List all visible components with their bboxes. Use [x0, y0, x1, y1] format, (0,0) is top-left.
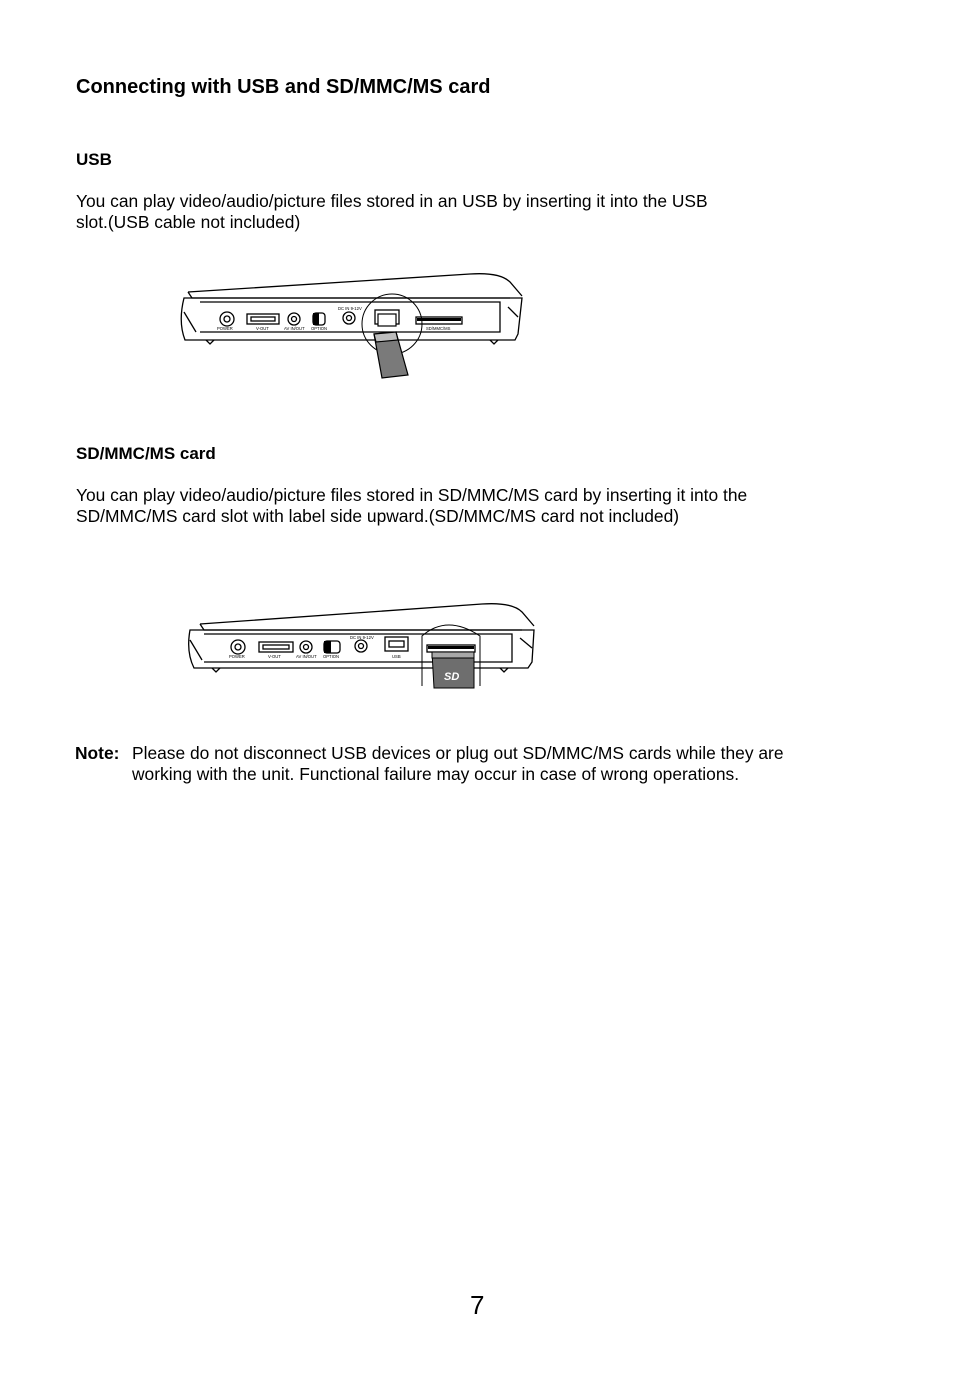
note-text	[132, 743, 784, 785]
note-line: Please do not disconnect USB devices or plug out SD/MMC/MS cards while they are	[132, 743, 784, 763]
page-number: 7	[470, 1290, 485, 1320]
port-label: V-OUT	[268, 654, 281, 659]
port-label: AV IN/OUT	[284, 326, 305, 331]
port-label: POWER	[229, 654, 245, 659]
vout-port	[247, 314, 279, 324]
port-label: USB	[392, 654, 401, 659]
sd-paragraph	[76, 485, 747, 527]
sd-heading: SD/MMC/MS card	[76, 444, 216, 463]
sd-card-insertion-illustration	[182, 596, 542, 696]
port-label: DC IN 9-12V	[350, 635, 374, 640]
av-port	[300, 641, 312, 653]
port-label: SD/MMC/MS	[426, 326, 451, 331]
usb-paragraph-line: slot.(USB cable not included)	[76, 212, 301, 232]
sd-paragraph-line: SD/MMC/MS card slot with label side upward.(SD/MMC/MS card not included)	[76, 506, 680, 526]
vout-port	[259, 642, 293, 652]
port-label: DC IN 9-12V	[338, 306, 362, 311]
sd-paragraph-line: You can play video/audio/picture files stored in SD/MMC/MS card by inserting it into the	[76, 485, 748, 505]
dc-in-port	[343, 312, 355, 324]
page-title: Connecting with USB and SD/MMC/MS card	[76, 76, 491, 98]
av-port	[288, 313, 300, 325]
port-label: OPTION	[311, 326, 328, 331]
port-label: AV IN/OUT	[296, 654, 317, 659]
port-label: OPTION	[323, 654, 340, 659]
usb-heading: USB	[76, 150, 112, 169]
usb-paragraph-line: You can play video/audio/picture files stored in an USB by inserting it into the USB	[76, 191, 708, 211]
player-lid-outline	[200, 604, 534, 626]
power-port	[231, 640, 245, 654]
usb-stick	[374, 314, 408, 378]
player-lid-outline	[188, 274, 522, 296]
note-line: working with the unit. Functional failure may occur in case of wrong operations.	[132, 764, 740, 784]
sd-logo: SD	[444, 671, 460, 683]
dc-in-port	[355, 640, 367, 652]
port-label: V-OUT	[256, 326, 269, 331]
usb-paragraph	[76, 191, 708, 233]
port-label: POWER	[217, 326, 233, 331]
note-label: Note:	[75, 743, 120, 763]
power-port	[220, 312, 234, 326]
usb-insertion-illustration	[170, 262, 530, 387]
